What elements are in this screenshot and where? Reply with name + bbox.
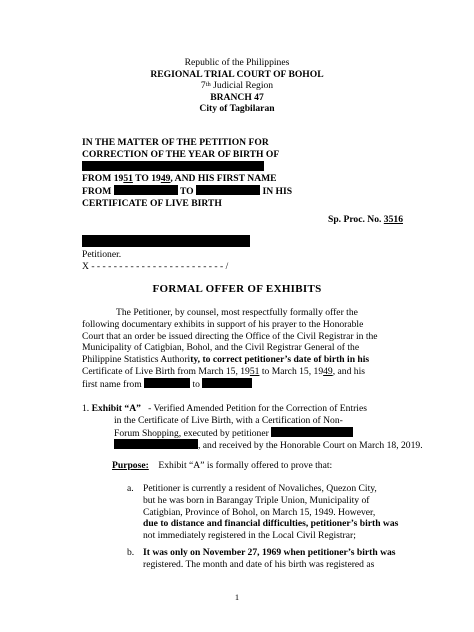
caption-line-2: CORRECTION OF THE YEAR OF BIRTH OF — [82, 148, 280, 160]
item-line: not immediately registered in the Local Civil Registrar; — [143, 530, 356, 542]
intro-line: The Petitioner, by counsel, most respectfully formally offer the — [116, 307, 358, 318]
caption-line-5: CERTIFICATE OF LIVE BIRTH — [82, 197, 222, 209]
header-republic: Republic of the Philippines — [184, 57, 290, 68]
caption-line-1: IN THE MATTER OF THE PETITION FOR — [82, 137, 269, 148]
item-line: registered. The month and date of his birth was registered as — [143, 558, 375, 570]
item-line: but he was born in Barangay Triple Union, Municipality of — [143, 494, 370, 506]
petitioner-label: Petitioner. — [82, 249, 122, 260]
intro-line: Court that an order be issued directing the Office of the Civil Registrar in the — [82, 330, 378, 342]
header-city: City of Tagbilaran — [199, 103, 275, 114]
redaction-block — [202, 378, 252, 388]
redaction-block — [196, 185, 260, 195]
intro-line: Certificate of Live Birth from March 15, 1951 to March 15, 1949, and his — [82, 365, 365, 377]
court-header — [0, 57, 474, 115]
intro-line: first name from to — [82, 378, 394, 391]
caption-line-4: FROM TO IN HIS — [82, 186, 293, 198]
redaction-block — [144, 378, 190, 388]
exhibit-line: in the Certificate of Live Birth, with a Certification of Non- — [114, 414, 343, 426]
header-branch: BRANCH 47 — [210, 91, 264, 103]
item-b — [127, 547, 396, 571]
case-number: Sp. Proc. No. 3516 — [328, 214, 403, 225]
caption-line-3: FROM 1951 TO 1949, AND HIS FIRST NAME — [82, 173, 277, 185]
intro-line: Philippine Statistics Authority, to correct petitioner’s date of birth in his — [82, 354, 370, 366]
item-line: due to distance and financial difficulties, petitioner’s birth was — [143, 518, 399, 530]
item-a — [127, 483, 398, 542]
exhibit-line: Forum Shopping, executed by petitioner — [82, 427, 394, 440]
exhibit-line: 1. Exhibit “A” - Verified Amended Petition for the Correction of Entries — [82, 403, 367, 414]
redaction-block — [271, 427, 353, 437]
header-court: REGIONAL TRIAL COURT OF BOHOL — [150, 68, 324, 80]
redaction-block — [114, 185, 178, 195]
exhibit-a — [82, 403, 423, 452]
intro-line: Municipality of Catigbian, Bohol, and the Civil Registrar General of the — [82, 342, 360, 354]
document-title: FORMAL OFFER OF EXHIBITS — [152, 283, 322, 295]
redaction-block — [82, 235, 250, 247]
purpose-line: Purpose: Exhibit “A” is formally offered to prove that: — [112, 460, 333, 471]
header-region: 7th Judicial Region — [200, 80, 274, 91]
item-line: Petitioner is currently a resident of Novaliches, Quezon City, — [143, 483, 377, 494]
caption-closing-line: X - - - - - - - - - - - - - - - - - - - - - - - - / — [82, 261, 229, 272]
item-letter: a. — [127, 483, 134, 494]
item-letter: b. — [127, 547, 135, 558]
intro-line: following documentary exhibits in support of his prayer to the Honorable — [82, 318, 364, 330]
redaction-block — [82, 161, 264, 171]
redaction-block — [114, 439, 198, 449]
item-line: Catigbian, Province of Bohol, on March 15, 1949. However, — [143, 506, 376, 518]
intro-paragraph — [82, 307, 394, 391]
page-number: 1 — [234, 592, 240, 602]
exhibit-line: , and received by the Honorable Court on March 18, 2019. — [82, 439, 394, 452]
item-line: It was only on November 27, 1969 when petitioner’s birth was — [143, 547, 396, 558]
case-caption — [82, 137, 292, 210]
caption-redacted-name — [82, 161, 292, 174]
